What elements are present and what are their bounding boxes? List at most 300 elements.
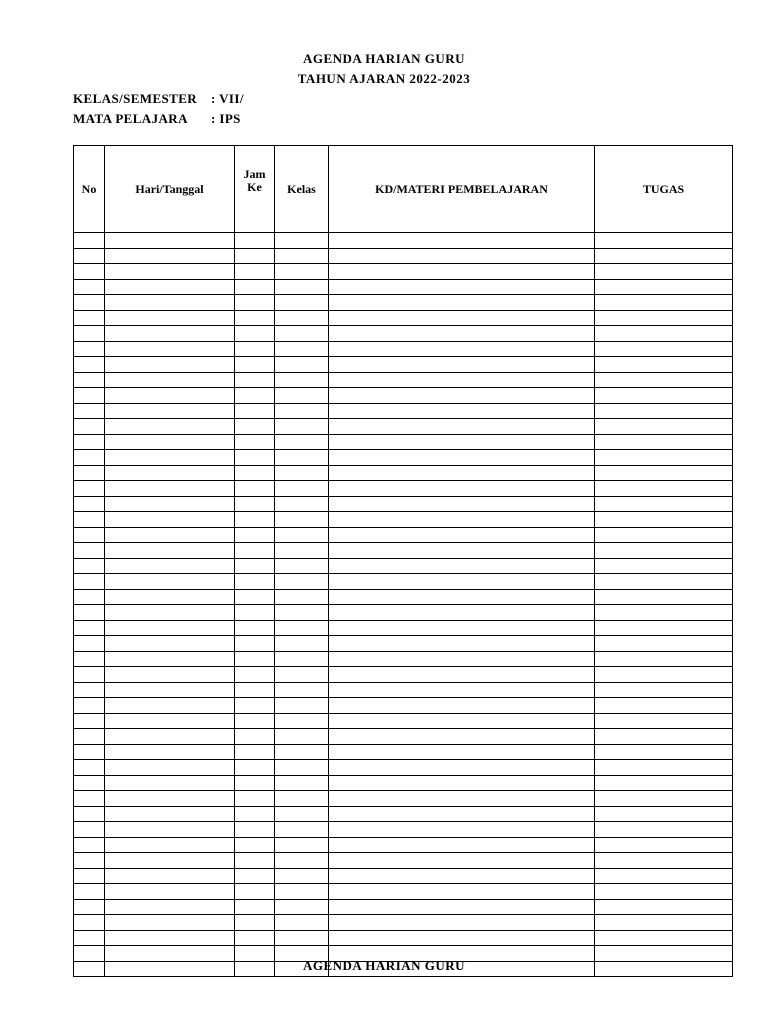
table-cell[interactable]: [105, 791, 235, 807]
table-cell[interactable]: [105, 667, 235, 683]
table-cell[interactable]: [235, 264, 275, 280]
table-cell[interactable]: [235, 884, 275, 900]
table-cell[interactable]: [105, 419, 235, 435]
table-cell[interactable]: [275, 341, 329, 357]
table-cell[interactable]: [235, 233, 275, 249]
table-cell[interactable]: [329, 403, 595, 419]
table-cell[interactable]: [74, 558, 105, 574]
table-cell[interactable]: [105, 806, 235, 822]
table-cell[interactable]: [275, 930, 329, 946]
table-cell[interactable]: [235, 248, 275, 264]
table-cell[interactable]: [74, 729, 105, 745]
table-cell[interactable]: [595, 419, 733, 435]
table-cell[interactable]: [275, 450, 329, 466]
table-cell[interactable]: [595, 682, 733, 698]
table-cell[interactable]: [105, 574, 235, 590]
table-cell[interactable]: [105, 496, 235, 512]
table-cell[interactable]: [329, 682, 595, 698]
table-cell[interactable]: [275, 481, 329, 497]
table-cell[interactable]: [595, 605, 733, 621]
table-row: [74, 372, 733, 388]
table-cell[interactable]: [105, 682, 235, 698]
table-cell[interactable]: [275, 372, 329, 388]
table-cell[interactable]: [74, 698, 105, 714]
table-cell[interactable]: [275, 853, 329, 869]
table-cell[interactable]: [74, 481, 105, 497]
table-cell[interactable]: [105, 837, 235, 853]
table-cell[interactable]: [105, 233, 235, 249]
table-cell[interactable]: [105, 341, 235, 357]
table-cell[interactable]: [235, 326, 275, 342]
table-row: [74, 558, 733, 574]
table-cell[interactable]: [235, 698, 275, 714]
table-cell[interactable]: [74, 620, 105, 636]
table-cell[interactable]: [74, 775, 105, 791]
table-cell[interactable]: [235, 341, 275, 357]
table-cell[interactable]: [105, 636, 235, 652]
table-cell[interactable]: [595, 341, 733, 357]
table-cell[interactable]: [329, 512, 595, 528]
table-cell[interactable]: [275, 915, 329, 931]
table-cell[interactable]: [235, 527, 275, 543]
table-cell[interactable]: [74, 248, 105, 264]
table-cell[interactable]: [329, 822, 595, 838]
table-cell[interactable]: [275, 806, 329, 822]
table-row: [74, 233, 733, 249]
table-cell[interactable]: [595, 899, 733, 915]
table-cell[interactable]: [595, 636, 733, 652]
table-cell[interactable]: [235, 310, 275, 326]
table-cell[interactable]: [105, 744, 235, 760]
table-row: [74, 388, 733, 404]
table-cell[interactable]: [235, 760, 275, 776]
table-cell[interactable]: [595, 930, 733, 946]
table-cell[interactable]: [74, 837, 105, 853]
table-cell[interactable]: [105, 465, 235, 481]
table-cell[interactable]: [595, 713, 733, 729]
table-cell[interactable]: [595, 791, 733, 807]
table-cell[interactable]: [275, 760, 329, 776]
table-cell[interactable]: [105, 264, 235, 280]
table-cell[interactable]: [595, 667, 733, 683]
table-cell[interactable]: [275, 822, 329, 838]
mata-pelajaran-line: [73, 111, 241, 127]
table-cell[interactable]: [329, 543, 595, 559]
table-cell[interactable]: [275, 605, 329, 621]
table-cell[interactable]: [235, 651, 275, 667]
table-cell[interactable]: [235, 403, 275, 419]
table-cell[interactable]: [329, 527, 595, 543]
table-cell[interactable]: [74, 791, 105, 807]
table-cell[interactable]: [329, 620, 595, 636]
table-cell[interactable]: [105, 868, 235, 884]
table-cell[interactable]: [105, 481, 235, 497]
table-cell[interactable]: [235, 481, 275, 497]
table-cell[interactable]: [235, 930, 275, 946]
table-cell[interactable]: [595, 729, 733, 745]
table-cell[interactable]: [74, 465, 105, 481]
table-cell[interactable]: [595, 248, 733, 264]
table-cell[interactable]: [74, 605, 105, 621]
table-cell[interactable]: [329, 279, 595, 295]
table-cell[interactable]: [235, 574, 275, 590]
table-cell[interactable]: [74, 419, 105, 435]
table-cell[interactable]: [105, 760, 235, 776]
table-cell[interactable]: [329, 233, 595, 249]
table-cell[interactable]: [595, 574, 733, 590]
table-row: [74, 930, 733, 946]
table-cell[interactable]: [74, 450, 105, 466]
footer-title: AGENDA HARIAN GURU: [302, 958, 466, 973]
table-cell[interactable]: [329, 326, 595, 342]
table-cell[interactable]: [275, 248, 329, 264]
table-cell[interactable]: [74, 636, 105, 652]
table-cell[interactable]: [329, 729, 595, 745]
table-cell[interactable]: [74, 527, 105, 543]
table-cell[interactable]: [329, 434, 595, 450]
table-cell[interactable]: [74, 667, 105, 683]
table-cell[interactable]: [235, 512, 275, 528]
table-cell[interactable]: [235, 791, 275, 807]
table-cell[interactable]: [275, 574, 329, 590]
table-cell[interactable]: [329, 713, 595, 729]
table-cell[interactable]: [105, 558, 235, 574]
table-cell[interactable]: [595, 496, 733, 512]
table-cell[interactable]: [235, 465, 275, 481]
table-cell[interactable]: [595, 233, 733, 249]
table-cell[interactable]: [105, 295, 235, 311]
table-cell[interactable]: [74, 899, 105, 915]
table-cell[interactable]: [74, 372, 105, 388]
table-cell[interactable]: [235, 434, 275, 450]
table-cell[interactable]: [74, 233, 105, 249]
table-cell[interactable]: [105, 450, 235, 466]
table-cell[interactable]: [74, 744, 105, 760]
table-cell[interactable]: [275, 775, 329, 791]
table-cell[interactable]: [74, 760, 105, 776]
table-cell[interactable]: [275, 651, 329, 667]
table-cell[interactable]: [74, 434, 105, 450]
table-cell[interactable]: [105, 248, 235, 264]
table-cell[interactable]: [595, 388, 733, 404]
table-cell[interactable]: [595, 868, 733, 884]
table-cell[interactable]: [275, 558, 329, 574]
table-row: [74, 326, 733, 342]
table-cell[interactable]: [74, 574, 105, 590]
table-cell[interactable]: [275, 868, 329, 884]
table-cell[interactable]: [235, 899, 275, 915]
table-cell[interactable]: [329, 589, 595, 605]
table-cell[interactable]: [105, 326, 235, 342]
table-cell[interactable]: [275, 589, 329, 605]
table-cell[interactable]: [235, 915, 275, 931]
table-cell[interactable]: [74, 682, 105, 698]
table-cell[interactable]: [595, 543, 733, 559]
table-cell[interactable]: [329, 930, 595, 946]
table-cell[interactable]: [595, 558, 733, 574]
table-cell[interactable]: [329, 760, 595, 776]
table-cell[interactable]: [275, 713, 329, 729]
table-cell[interactable]: [329, 558, 595, 574]
table-cell[interactable]: [105, 543, 235, 559]
table-cell[interactable]: [595, 698, 733, 714]
table-cell[interactable]: [105, 930, 235, 946]
table-cell[interactable]: [329, 884, 595, 900]
table-row: [74, 341, 733, 357]
table-cell[interactable]: [235, 419, 275, 435]
table-cell[interactable]: [595, 527, 733, 543]
table-cell[interactable]: [105, 822, 235, 838]
table-cell[interactable]: [329, 744, 595, 760]
table-cell[interactable]: [329, 868, 595, 884]
table-cell[interactable]: [105, 372, 235, 388]
table-row: [74, 713, 733, 729]
table-cell[interactable]: [235, 496, 275, 512]
table-cell[interactable]: [329, 806, 595, 822]
table-cell[interactable]: [235, 372, 275, 388]
table-cell[interactable]: [235, 620, 275, 636]
table-cell[interactable]: [329, 388, 595, 404]
table-cell[interactable]: [74, 496, 105, 512]
table-cell[interactable]: [329, 496, 595, 512]
table-cell[interactable]: [329, 264, 595, 280]
table-cell[interactable]: [595, 481, 733, 497]
table-cell[interactable]: [595, 434, 733, 450]
table-cell[interactable]: [74, 295, 105, 311]
table-cell[interactable]: [595, 450, 733, 466]
table-cell[interactable]: [275, 512, 329, 528]
table-cell[interactable]: [275, 899, 329, 915]
table-cell[interactable]: [105, 388, 235, 404]
table-cell[interactable]: [595, 915, 733, 931]
table-cell[interactable]: [105, 651, 235, 667]
table-cell[interactable]: [74, 512, 105, 528]
table-cell[interactable]: [329, 636, 595, 652]
table-cell[interactable]: [74, 713, 105, 729]
table-cell[interactable]: [105, 527, 235, 543]
table-row: [74, 667, 733, 683]
table-cell[interactable]: [74, 326, 105, 342]
table-cell[interactable]: [595, 264, 733, 280]
table-cell[interactable]: [235, 589, 275, 605]
table-cell[interactable]: [595, 837, 733, 853]
table-cell[interactable]: [275, 837, 329, 853]
table-cell[interactable]: [74, 341, 105, 357]
table-cell[interactable]: [329, 698, 595, 714]
table-cell[interactable]: [275, 884, 329, 900]
table-cell[interactable]: [74, 279, 105, 295]
table-row: [74, 357, 733, 373]
table-row: [74, 543, 733, 559]
table-row: [74, 806, 733, 822]
table-cell[interactable]: [595, 372, 733, 388]
table-cell[interactable]: [74, 884, 105, 900]
table-cell[interactable]: [595, 403, 733, 419]
table-cell[interactable]: [275, 620, 329, 636]
table-cell[interactable]: [235, 744, 275, 760]
table-cell[interactable]: [74, 915, 105, 931]
table-cell[interactable]: [74, 806, 105, 822]
table-cell[interactable]: [105, 853, 235, 869]
table-cell[interactable]: [74, 822, 105, 838]
table-cell[interactable]: [275, 527, 329, 543]
table-row: [74, 574, 733, 590]
table-cell[interactable]: [275, 434, 329, 450]
table-cell[interactable]: [235, 605, 275, 621]
table-cell[interactable]: [275, 310, 329, 326]
table-cell[interactable]: [275, 465, 329, 481]
table-cell[interactable]: [74, 264, 105, 280]
table-cell[interactable]: [235, 636, 275, 652]
table-cell[interactable]: [329, 450, 595, 466]
table-cell[interactable]: [105, 357, 235, 373]
table-cell[interactable]: [595, 760, 733, 776]
table-cell[interactable]: [105, 310, 235, 326]
table-cell[interactable]: [595, 853, 733, 869]
table-cell[interactable]: [329, 667, 595, 683]
table-cell[interactable]: [275, 667, 329, 683]
table-cell[interactable]: [105, 713, 235, 729]
table-cell[interactable]: [595, 775, 733, 791]
table-cell[interactable]: [595, 295, 733, 311]
table-cell[interactable]: [74, 651, 105, 667]
table-cell[interactable]: [275, 403, 329, 419]
table-cell[interactable]: [105, 775, 235, 791]
table-cell[interactable]: [329, 310, 595, 326]
table-cell[interactable]: [235, 682, 275, 698]
table-cell[interactable]: [105, 915, 235, 931]
table-cell[interactable]: [235, 558, 275, 574]
table-cell[interactable]: [275, 388, 329, 404]
table-row: [74, 651, 733, 667]
table-cell[interactable]: [235, 295, 275, 311]
table-cell[interactable]: [275, 744, 329, 760]
table-cell[interactable]: [235, 806, 275, 822]
table-cell[interactable]: [105, 589, 235, 605]
table-cell[interactable]: [329, 791, 595, 807]
table-cell[interactable]: [74, 403, 105, 419]
table-cell[interactable]: [329, 481, 595, 497]
table-header-row: [74, 146, 733, 233]
table-cell[interactable]: [74, 357, 105, 373]
table-cell[interactable]: [329, 357, 595, 373]
table-cell[interactable]: [275, 264, 329, 280]
table-cell[interactable]: [235, 450, 275, 466]
table-cell[interactable]: [235, 775, 275, 791]
table-cell[interactable]: [595, 512, 733, 528]
table-cell[interactable]: [105, 512, 235, 528]
table-cell[interactable]: [275, 295, 329, 311]
table-cell[interactable]: [275, 636, 329, 652]
table-cell[interactable]: [235, 868, 275, 884]
table-cell[interactable]: [74, 543, 105, 559]
table-cell[interactable]: [275, 326, 329, 342]
table-cell[interactable]: [105, 884, 235, 900]
table-cell[interactable]: [329, 775, 595, 791]
table-cell[interactable]: [275, 357, 329, 373]
table-cell[interactable]: [235, 713, 275, 729]
table-cell[interactable]: [275, 496, 329, 512]
table-cell[interactable]: [235, 729, 275, 745]
table-cell[interactable]: [595, 884, 733, 900]
table-cell[interactable]: [74, 310, 105, 326]
table-cell[interactable]: [235, 837, 275, 853]
table-cell[interactable]: [74, 853, 105, 869]
table-cell[interactable]: [105, 620, 235, 636]
column-header-no: No: [74, 146, 105, 233]
table-cell[interactable]: [329, 605, 595, 621]
table-cell[interactable]: [235, 667, 275, 683]
table-cell[interactable]: [595, 465, 733, 481]
table-cell[interactable]: [329, 853, 595, 869]
table-cell[interactable]: [595, 310, 733, 326]
table-cell[interactable]: [595, 822, 733, 838]
table-cell[interactable]: [275, 233, 329, 249]
table-cell[interactable]: [329, 837, 595, 853]
table-cell[interactable]: [74, 589, 105, 605]
table-cell[interactable]: [595, 326, 733, 342]
table-cell[interactable]: [235, 279, 275, 295]
table-cell[interactable]: [329, 915, 595, 931]
table-cell[interactable]: [74, 388, 105, 404]
table-cell[interactable]: [595, 620, 733, 636]
agenda-table: [73, 145, 733, 977]
table-cell[interactable]: [329, 372, 595, 388]
table-cell[interactable]: [275, 698, 329, 714]
table-row: [74, 636, 733, 652]
table-cell[interactable]: [235, 388, 275, 404]
table-cell[interactable]: [275, 543, 329, 559]
table-cell[interactable]: [74, 930, 105, 946]
table-cell[interactable]: [595, 744, 733, 760]
table-cell[interactable]: [329, 248, 595, 264]
table-cell[interactable]: [329, 465, 595, 481]
table-cell[interactable]: [235, 543, 275, 559]
table-cell[interactable]: [105, 403, 235, 419]
table-cell[interactable]: [275, 419, 329, 435]
table-cell[interactable]: [105, 605, 235, 621]
table-cell[interactable]: [595, 357, 733, 373]
table-cell[interactable]: [235, 357, 275, 373]
table-cell[interactable]: [105, 434, 235, 450]
table-cell[interactable]: [595, 806, 733, 822]
table-cell[interactable]: [329, 341, 595, 357]
table-cell[interactable]: [275, 729, 329, 745]
table-cell[interactable]: [329, 899, 595, 915]
table-cell[interactable]: [595, 651, 733, 667]
table-cell[interactable]: [275, 791, 329, 807]
table-cell[interactable]: [329, 419, 595, 435]
table-row: [74, 403, 733, 419]
table-cell[interactable]: [105, 279, 235, 295]
table-row: [74, 295, 733, 311]
page-title: AGENDA HARIAN GURU: [302, 51, 466, 66]
table-cell[interactable]: [329, 295, 595, 311]
table-cell[interactable]: [235, 853, 275, 869]
table-cell[interactable]: [235, 822, 275, 838]
table-cell[interactable]: [595, 589, 733, 605]
table-cell[interactable]: [105, 899, 235, 915]
table-cell[interactable]: [595, 279, 733, 295]
table-cell[interactable]: [329, 574, 595, 590]
table-cell[interactable]: [74, 868, 105, 884]
table-cell[interactable]: [275, 682, 329, 698]
column-header-hari-tanggal: Hari/Tanggal: [105, 146, 235, 233]
table-cell[interactable]: [105, 698, 235, 714]
table-cell[interactable]: [329, 651, 595, 667]
table-cell[interactable]: [105, 729, 235, 745]
table-cell[interactable]: [275, 279, 329, 295]
